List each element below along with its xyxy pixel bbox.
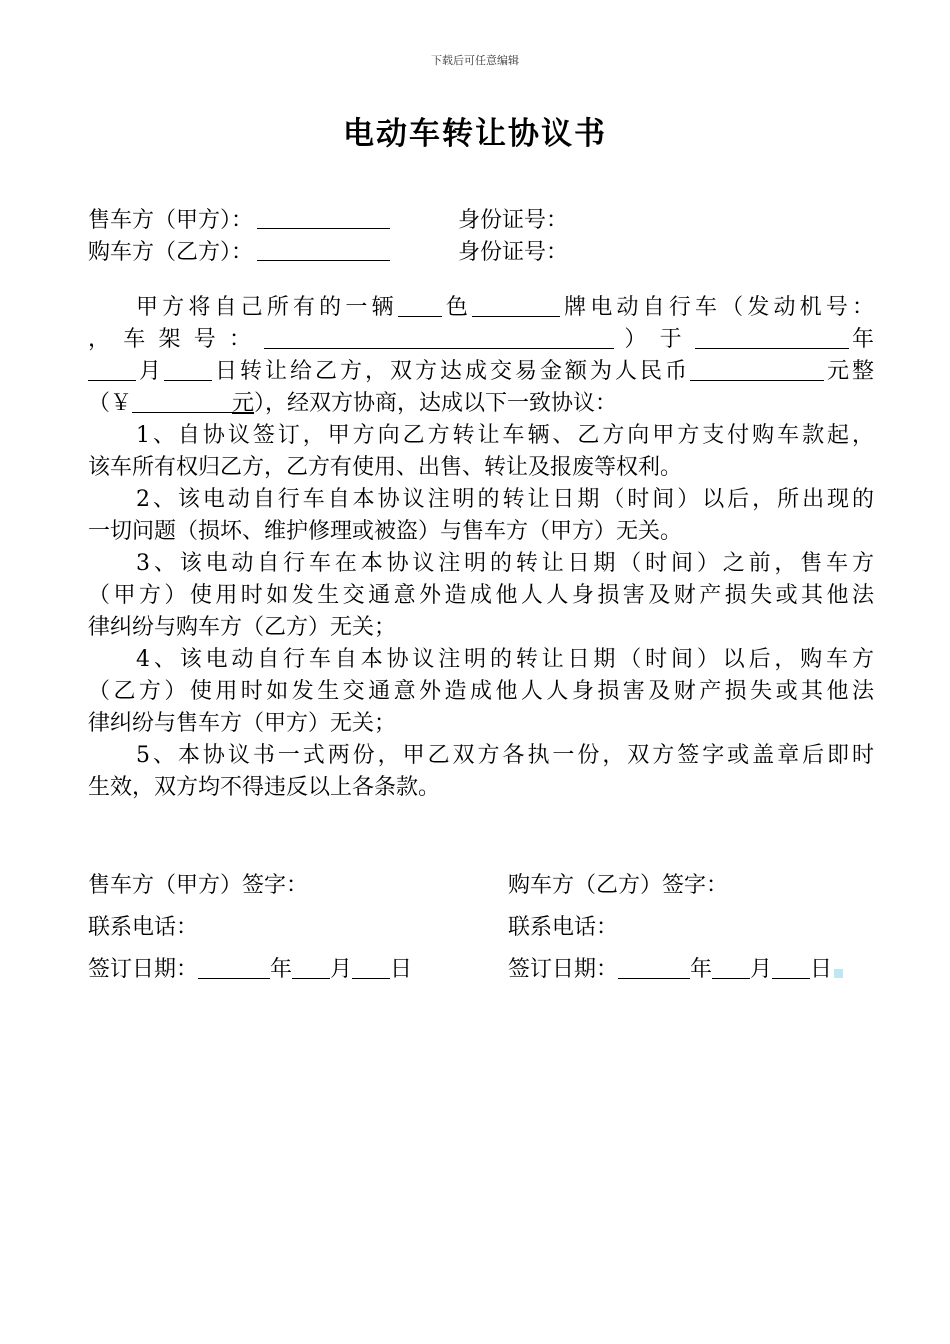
color-blank [398, 294, 442, 317]
header-note: 下载后可任意编辑 [431, 54, 519, 67]
document-title: 电动车转让协议书 [343, 116, 607, 152]
intro-line-2: ， 车 架 号 ： ） 于 年 [88, 327, 874, 352]
clause-2-line-1: 2、该电动自行车自本协议注明的转让日期（时间）以后，所出现的 [136, 487, 874, 512]
clause-3-line-3: 律纠纷与购车方（乙方）无关； [88, 615, 397, 640]
amount-figure-blank [132, 390, 232, 413]
seller-signature-label: 售车方（甲方）签字： [88, 873, 309, 898]
clause-4-line-1: 4、该电动自行车自本协议注明的转让日期（时间）以后，购车方 [136, 647, 874, 672]
brand-blank [472, 294, 560, 317]
frame-number-blank [264, 326, 614, 349]
buyer-name-blank [257, 238, 390, 261]
seller-year-blank [198, 956, 270, 979]
intro-line-1: 甲方将自己所有的一辆 色 牌电动自行车（发动机号： [136, 295, 874, 320]
buyer-label: 购车方（乙方）： [88, 240, 254, 265]
date-label: 签订日期： [508, 957, 619, 982]
clause-5-line-2: 生效，双方均不得违反以上各条款。 [88, 775, 441, 800]
seller-phone-label: 联系电话： [88, 915, 199, 940]
seller-day-blank [352, 956, 390, 979]
seller-row [88, 203, 569, 234]
month-blank [88, 358, 136, 381]
buyer-row [88, 235, 569, 266]
text-cursor-marker [834, 969, 843, 978]
clause-3-line-2: （甲方）使用时如发生交通意外造成他人人身损害及财产损失或其他法 [88, 583, 874, 608]
intro-line-3: 月 日转让给乙方，双方达成交易金额为人民币 元整 [88, 356, 874, 388]
seller-name-blank [257, 206, 390, 229]
buyer-date-row: 签订日期： 年 月 日 [508, 952, 843, 983]
clause-1-line-1: 1、自协议签订，甲方向乙方转让车辆、乙方向甲方支付购车款起， [136, 423, 874, 448]
day-blank [164, 358, 212, 381]
clause-4-line-3: 律纠纷与售车方（甲方）无关； [88, 711, 397, 736]
seller-label: 售车方（甲方）： [88, 208, 254, 233]
clause-3-line-1: 3、该电动自行车在本协议注明的转让日期（时间）之前，售车方 [136, 551, 874, 576]
amount-blank [690, 358, 824, 381]
seller-id-label: 身份证号： [458, 208, 569, 233]
seller-month-blank [292, 956, 330, 979]
clause-1-line-2: 该车所有权归乙方，乙方有使用、出售、转让及报废等权利。 [88, 455, 683, 480]
clause-2-line-2: 一切问题（损坏、维护修理或被盗）与售车方（甲方）无关。 [88, 519, 683, 544]
seller-date-row: 签订日期： 年 月 日 [88, 957, 413, 982]
buyer-signature-label: 购车方（乙方）签字： [508, 873, 729, 898]
buyer-year-blank [618, 956, 690, 979]
agreement-body [88, 292, 874, 804]
buyer-id-label: 身份证号： [458, 240, 569, 265]
date-label: 签订日期： [88, 957, 199, 982]
buyer-phone-label: 联系电话： [508, 915, 619, 940]
clause-4-line-2: （乙方）使用时如发生交通意外造成他人人身损害及财产损失或其他法 [88, 679, 874, 704]
clause-5-line-1: 5、本协议书一式两份，甲乙双方各执一份，双方签字或盖章后即时 [136, 743, 874, 768]
year-blank [695, 326, 849, 349]
buyer-day-blank [772, 956, 810, 979]
buyer-month-blank [712, 956, 750, 979]
intro-line-4: （￥ 元），经双方协商，达成以下一致协议： [88, 391, 618, 416]
